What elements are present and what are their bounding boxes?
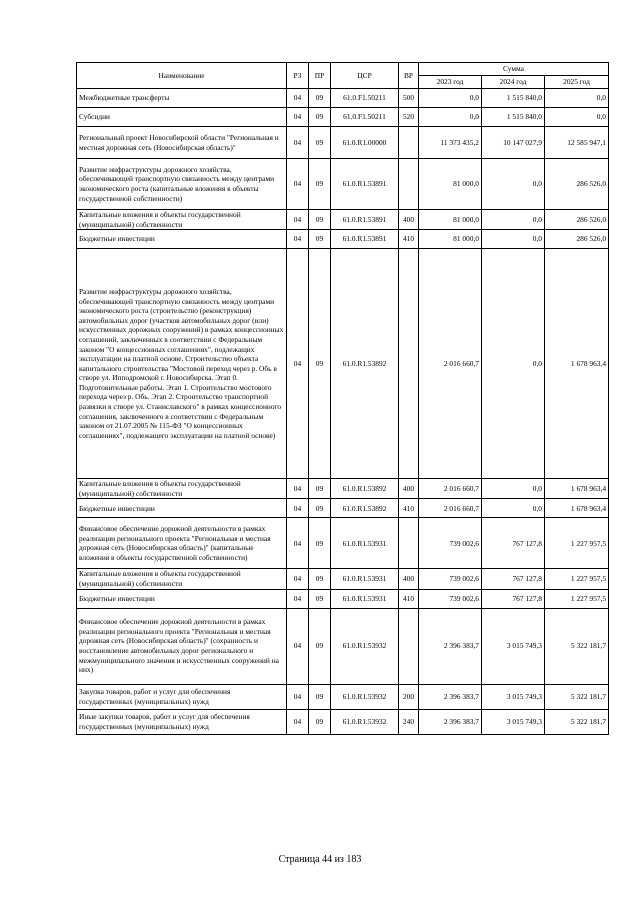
cell-vr: 520 <box>399 108 419 127</box>
cell-csr: 61.0.R1.53932 <box>331 608 399 684</box>
cell-2023: 2 016 660,7 <box>419 499 482 518</box>
table-row <box>77 249 609 479</box>
cell-csr: 61.0.R1.53891 <box>331 230 399 249</box>
cell-vr <box>399 159 419 210</box>
header-csr: ЦСР <box>331 63 399 89</box>
cell-vr: 400 <box>399 569 419 589</box>
cell-csr: 61.0.R1.53932 <box>331 684 399 709</box>
cell-name: Бюджетные инвестиции <box>77 589 287 608</box>
cell-name: Развитие инфраструктуры дорожного хозяйства, обеспечивающей транспортную связанность между центрами экономического роста (капитальные вложения в объекты государственной собственности) <box>77 159 287 210</box>
table-row <box>77 608 609 684</box>
cell-2025: 5 322 181,7 <box>545 608 609 684</box>
cell-2024: 1 515 840,0 <box>482 89 545 108</box>
cell-2023: 2 396 383,7 <box>419 684 482 709</box>
cell-2025: 1 227 957,5 <box>545 589 609 608</box>
table-row <box>77 569 609 589</box>
cell-2023: 0,0 <box>419 89 482 108</box>
cell-2024: 767 127,8 <box>482 589 545 608</box>
cell-vr <box>399 249 419 479</box>
cell-pr: 09 <box>309 89 331 108</box>
cell-2024: 3 015 749,3 <box>482 608 545 684</box>
cell-2023: 2 396 383,7 <box>419 608 482 684</box>
cell-name: Межбюджетные трансферты <box>77 89 287 108</box>
cell-csr: 61.0.R1.53891 <box>331 210 399 230</box>
cell-name: Капитальные вложения в объекты государственной (муниципальной) собственности <box>77 479 287 499</box>
cell-csr: 61.0.R1.53892 <box>331 249 399 479</box>
cell-pr: 09 <box>309 127 331 159</box>
cell-rz: 04 <box>287 249 309 479</box>
cell-vr: 410 <box>399 230 419 249</box>
cell-name: Иные закупки товаров, работ и услуг для обеспечения государственных (муниципальных) нужд <box>77 709 287 734</box>
cell-csr: 61.0.R1.53892 <box>331 479 399 499</box>
cell-2025: 0,0 <box>545 89 609 108</box>
cell-2024: 767 127,8 <box>482 569 545 589</box>
cell-pr: 09 <box>309 230 331 249</box>
cell-csr: 61.0.R1.53932 <box>331 709 399 734</box>
cell-vr: 400 <box>399 210 419 230</box>
cell-2023: 11 373 435,2 <box>419 127 482 159</box>
cell-csr: 61.0.R1.53931 <box>331 569 399 589</box>
cell-pr: 09 <box>309 709 331 734</box>
cell-2023: 2 016 660,7 <box>419 479 482 499</box>
cell-2024: 0,0 <box>482 479 545 499</box>
cell-2024: 0,0 <box>482 210 545 230</box>
cell-csr: 61.0.R1.53931 <box>331 589 399 608</box>
cell-2025: 1 678 963,4 <box>545 249 609 479</box>
cell-rz: 04 <box>287 709 309 734</box>
cell-2023: 81 000,0 <box>419 210 482 230</box>
table-row <box>77 210 609 230</box>
table-body <box>77 89 609 735</box>
cell-pr: 09 <box>309 159 331 210</box>
cell-2024: 1 515 840,0 <box>482 108 545 127</box>
cell-2025: 5 322 181,7 <box>545 684 609 709</box>
cell-rz: 04 <box>287 569 309 589</box>
cell-rz: 04 <box>287 89 309 108</box>
cell-csr: 61.0.F1.50211 <box>331 89 399 108</box>
table-row <box>77 518 609 569</box>
cell-vr: 410 <box>399 589 419 608</box>
table-header <box>77 63 609 89</box>
cell-pr: 09 <box>309 499 331 518</box>
header-rz: РЗ <box>287 63 309 89</box>
table-row <box>77 479 609 499</box>
cell-2025: 286 526,0 <box>545 159 609 210</box>
cell-2025: 286 526,0 <box>545 210 609 230</box>
cell-csr: 61.0.R1.53931 <box>331 518 399 569</box>
cell-rz: 04 <box>287 127 309 159</box>
cell-vr: 240 <box>399 709 419 734</box>
table-row <box>77 89 609 108</box>
cell-2025: 1 678 963,4 <box>545 499 609 518</box>
cell-2024: 0,0 <box>482 249 545 479</box>
header-vr: ВР <box>399 63 419 89</box>
cell-2024: 3 015 749,3 <box>482 684 545 709</box>
cell-2023: 2 016 660,7 <box>419 249 482 479</box>
cell-pr: 09 <box>309 589 331 608</box>
cell-vr <box>399 518 419 569</box>
header-sum: Сумма <box>419 63 609 76</box>
cell-csr: 61.0.R1.53892 <box>331 499 399 518</box>
cell-name: Бюджетные инвестиции <box>77 499 287 518</box>
cell-csr: 61.0.R1.00000 <box>331 127 399 159</box>
table-row <box>77 684 609 709</box>
cell-rz: 04 <box>287 518 309 569</box>
cell-name: Развитие инфраструктуры дорожного хозяйства, обеспечивающей транспортную связанность между центрами экономического роста (строительство (реконструкция) автомобильных дорог (участков автомобильных дорог (или) искусственных дорожных сооружений) в рамках концессионных соглашений, заключенных в соответствии с Федеральным законом "О концессионных соглашениях", подлежащих эксплуатации на платной основе. Строительство объекта капитального строительства "Мостовой переход через р. Обь в створе ул. Ипподромской г. Новосибирска. Этап 0. Подготовительные работы. Этап 1. Строительство мостового перехода через р. Обь. Этап 2. Строительство транспортной развязки в створе ул. Станиславского" в рамках концессионного соглашения, заключенного в соответствии с Федеральным законом от 21.07.2005 № 115-ФЗ "О концессионных соглашениях", подлежащего эксплуатации на платной основе) <box>77 249 287 479</box>
cell-2023: 0,0 <box>419 108 482 127</box>
cell-2024: 0,0 <box>482 499 545 518</box>
cell-2025: 12 585 947,1 <box>545 127 609 159</box>
cell-pr: 09 <box>309 210 331 230</box>
cell-2023: 739 002,6 <box>419 569 482 589</box>
cell-2024: 767 127,8 <box>482 518 545 569</box>
cell-2025: 286 526,0 <box>545 230 609 249</box>
cell-2023: 2 396 383,7 <box>419 709 482 734</box>
cell-name: Бюджетные инвестиции <box>77 230 287 249</box>
header-year-2024: 2024 год <box>482 76 545 89</box>
cell-2024: 3 015 749,3 <box>482 709 545 734</box>
cell-2025: 0,0 <box>545 108 609 127</box>
cell-pr: 09 <box>309 684 331 709</box>
table-row <box>77 589 609 608</box>
cell-2023: 739 002,6 <box>419 518 482 569</box>
cell-name: Региональный проект Новосибирской области "Региональная и местная дорожная сеть (Новосибирская область)" <box>77 127 287 159</box>
cell-2023: 81 000,0 <box>419 230 482 249</box>
cell-pr: 09 <box>309 249 331 479</box>
cell-rz: 04 <box>287 108 309 127</box>
cell-rz: 04 <box>287 159 309 210</box>
cell-name: Субсидии <box>77 108 287 127</box>
cell-rz: 04 <box>287 589 309 608</box>
table-row <box>77 499 609 518</box>
cell-pr: 09 <box>309 518 331 569</box>
cell-vr: 410 <box>399 499 419 518</box>
budget-table <box>76 62 609 735</box>
table-row <box>77 709 609 734</box>
header-year-2025: 2025 год <box>545 76 609 89</box>
cell-vr: 200 <box>399 684 419 709</box>
table-row <box>77 127 609 159</box>
cell-pr: 09 <box>309 608 331 684</box>
cell-2025: 1 227 957,5 <box>545 569 609 589</box>
cell-vr <box>399 608 419 684</box>
cell-vr: 500 <box>399 89 419 108</box>
cell-name: Закупка товаров, работ и услуг для обеспечения государственных (муниципальных) нужд <box>77 684 287 709</box>
cell-name: Финансовое обеспечение дорожной деятельности в рамках реализации регионального проекта "Региональная и местная дорожная сеть (Новосибирская область)" (сохранность и восстановление автомобильных дорог регионального и межмуниципального значения и искусственных сооружений на них) <box>77 608 287 684</box>
cell-rz: 04 <box>287 210 309 230</box>
table-row <box>77 159 609 210</box>
table-row <box>77 108 609 127</box>
cell-vr: 400 <box>399 479 419 499</box>
header-name: Наименование <box>77 63 287 89</box>
cell-2025: 1 227 957,5 <box>545 518 609 569</box>
cell-csr: 61.0.F1.50211 <box>331 108 399 127</box>
cell-csr: 61.0.R1.53891 <box>331 159 399 210</box>
cell-pr: 09 <box>309 108 331 127</box>
cell-rz: 04 <box>287 499 309 518</box>
cell-2023: 81 000,0 <box>419 159 482 210</box>
cell-2025: 1 678 963,4 <box>545 479 609 499</box>
cell-rz: 04 <box>287 608 309 684</box>
cell-rz: 04 <box>287 230 309 249</box>
cell-2023: 739 002,6 <box>419 589 482 608</box>
header-year-2023: 2023 год <box>419 76 482 89</box>
cell-2024: 10 147 027,9 <box>482 127 545 159</box>
cell-pr: 09 <box>309 569 331 589</box>
cell-name: Капитальные вложения в объекты государственной (муниципальной) собственности <box>77 569 287 589</box>
cell-name: Финансовое обеспечение дорожной деятельности в рамках реализации регионального проекта "Региональная и местная дорожная сеть (Новосибирская область)" (капитальные вложения в объекты государственной собственности) <box>77 518 287 569</box>
cell-2024: 0,0 <box>482 230 545 249</box>
cell-rz: 04 <box>287 479 309 499</box>
header-pr: ПР <box>309 63 331 89</box>
cell-2025: 5 322 181,7 <box>545 709 609 734</box>
page-number: Страница 44 из 183 <box>278 854 362 865</box>
cell-name: Капитальные вложения в объекты государственной (муниципальной) собственности <box>77 210 287 230</box>
cell-pr: 09 <box>309 479 331 499</box>
table-row <box>77 230 609 249</box>
cell-rz: 04 <box>287 684 309 709</box>
cell-2024: 0,0 <box>482 159 545 210</box>
cell-vr <box>399 127 419 159</box>
